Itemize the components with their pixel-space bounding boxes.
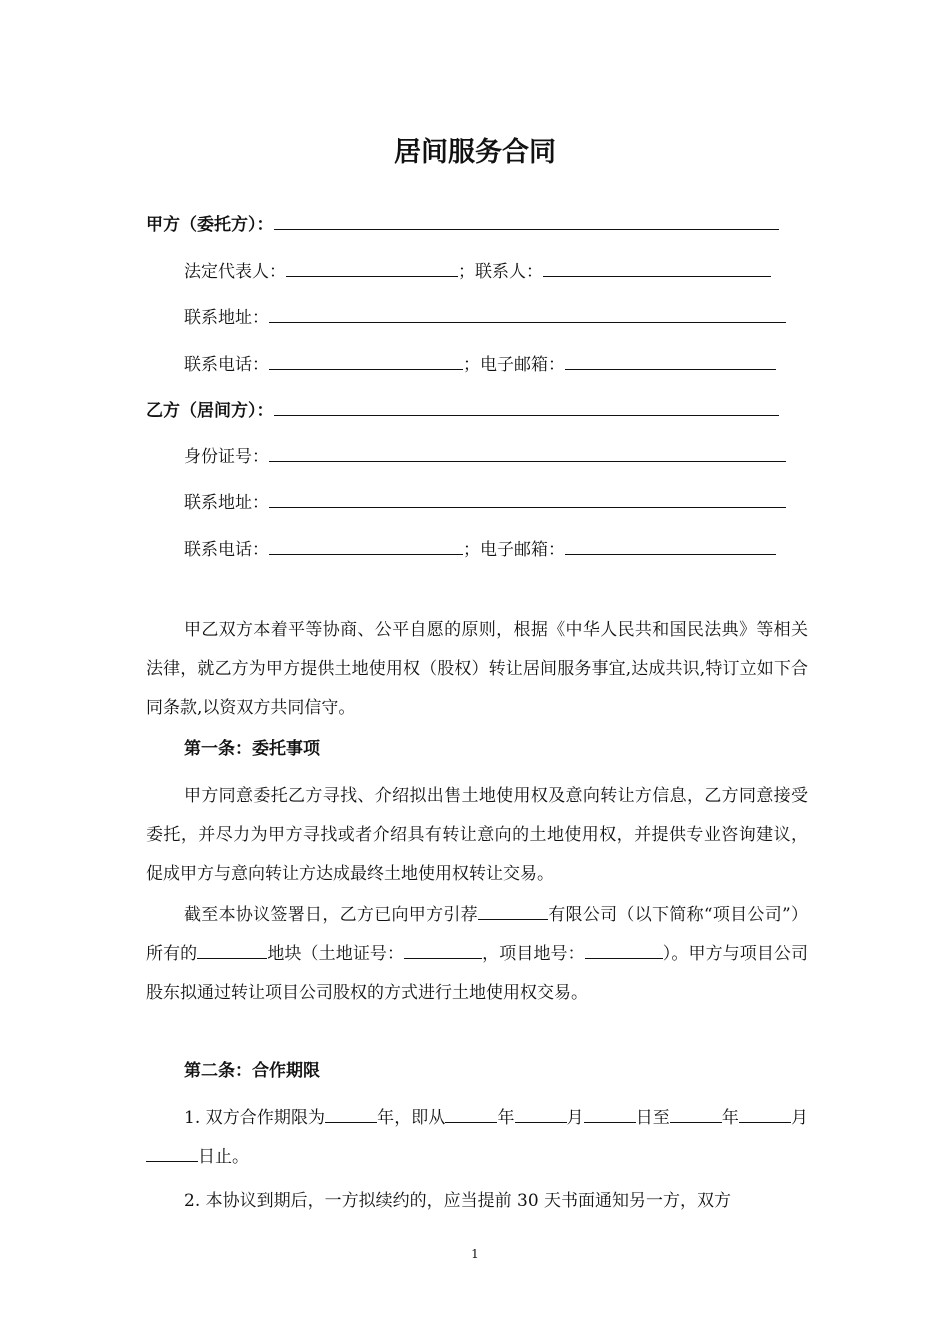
p2-text-b: 有限公司（以下简称“项目公司”）所有的 [146,905,808,964]
party-a-blank [274,210,779,230]
party-a-email-label: ；电子邮箱： [463,355,565,375]
party-a-address-label: 联系地址： [184,308,269,328]
party-a-phone-blank [269,350,463,370]
plot-blank [197,940,267,959]
term-text-e: 日至 [635,1108,670,1128]
article-1-heading: 第一条：委托事项 [184,739,320,759]
party-a-rep-row [184,257,771,284]
party-a-row [146,210,779,237]
start-month-blank [515,1104,567,1123]
article-2-heading: 第二条：合作期限 [184,1061,320,1081]
id-number-blank [269,442,786,462]
party-b-email-label: ；电子邮箱： [463,540,565,560]
p2-text-e: ）。甲方与项目公司股东拟通过转让项目公司股权的方式进行土地使用权交易。 [146,944,809,1003]
document-title: 居间服务合同 [394,137,556,168]
party-a-address-row [184,303,786,330]
article-1-paragraph-2 [146,896,808,1013]
party-b-blank [274,396,779,416]
party-a-phone-label: 联系电话： [184,355,269,375]
party-b-phone-row [184,535,776,562]
party-b-address-label: 联系地址： [184,493,269,513]
land-cert-blank [404,940,482,959]
party-b-address-row [184,488,786,515]
term-years-blank [325,1104,377,1123]
project-plot-blank [585,940,663,959]
party-b-address-blank [269,488,786,508]
page-number: 1 [471,1247,479,1261]
legal-rep-blank [286,257,458,277]
id-number-label: 身份证号： [184,447,269,467]
article-2-item-1 [146,1099,808,1177]
term-text-g: 月 [790,1108,809,1128]
end-year-blank [670,1104,722,1123]
party-b-phone-label: 联系电话： [184,540,269,560]
term-text-a: 1. 双方合作期限为 [184,1108,326,1128]
term-text-f: 年 [721,1108,739,1128]
term-text-c: 年 [497,1108,515,1128]
contact-person-label: ；联系人： [458,262,543,282]
party-a-email-blank [565,350,776,370]
article-1-paragraph-1: 甲方同意委托乙方寻找、介绍拟出售土地使用权及意向转让方信息，乙方同意接受委托，并尽力为甲方寻找或者介绍具有转让意向的土地使用权，并提供专业咨询建议，促成甲方与意向转让方达成最终土地使用权转让交易。 [146,786,808,884]
end-day-blank [146,1143,198,1162]
party-b-email-blank [565,535,776,555]
article-2-item-2: 2. 本协议到期后，一方拟续约的，应当提前 30 天书面通知另一方，双方 [184,1191,732,1211]
company-blank [478,901,548,920]
party-b-id-row [184,442,786,469]
party-b-label: 乙方（居间方）： [146,401,274,421]
party-a-label: 甲方（委托方）： [146,215,274,235]
party-a-address-blank [269,303,786,323]
p2-text-a: 截至本协议签署日，乙方已向甲方引荐 [184,905,478,925]
preamble-paragraph: 甲乙双方本着平等协商、公平自愿的原则，根据《中华人民共和国民法典》等相关法律，就乙方为甲方提供土地使用权（股权）转让居间服务事宜,达成共识,特订立如下合同条款,以资双方共同信守。 [146,620,808,718]
p2-text-d: ，项目地号： [482,944,585,964]
start-day-blank [584,1104,636,1123]
term-text-b: 年，即从 [377,1108,446,1128]
p2-text-c: 地块（土地证号： [267,944,405,964]
term-text-h: 日止。 [198,1147,249,1167]
start-year-blank [445,1104,497,1123]
legal-rep-label: 法定代表人： [184,262,286,282]
term-text-d: 月 [566,1108,584,1128]
party-a-phone-row [184,350,776,377]
party-b-phone-blank [269,535,463,555]
contact-person-blank [543,257,771,277]
party-b-row [146,396,779,423]
end-month-blank [739,1104,791,1123]
